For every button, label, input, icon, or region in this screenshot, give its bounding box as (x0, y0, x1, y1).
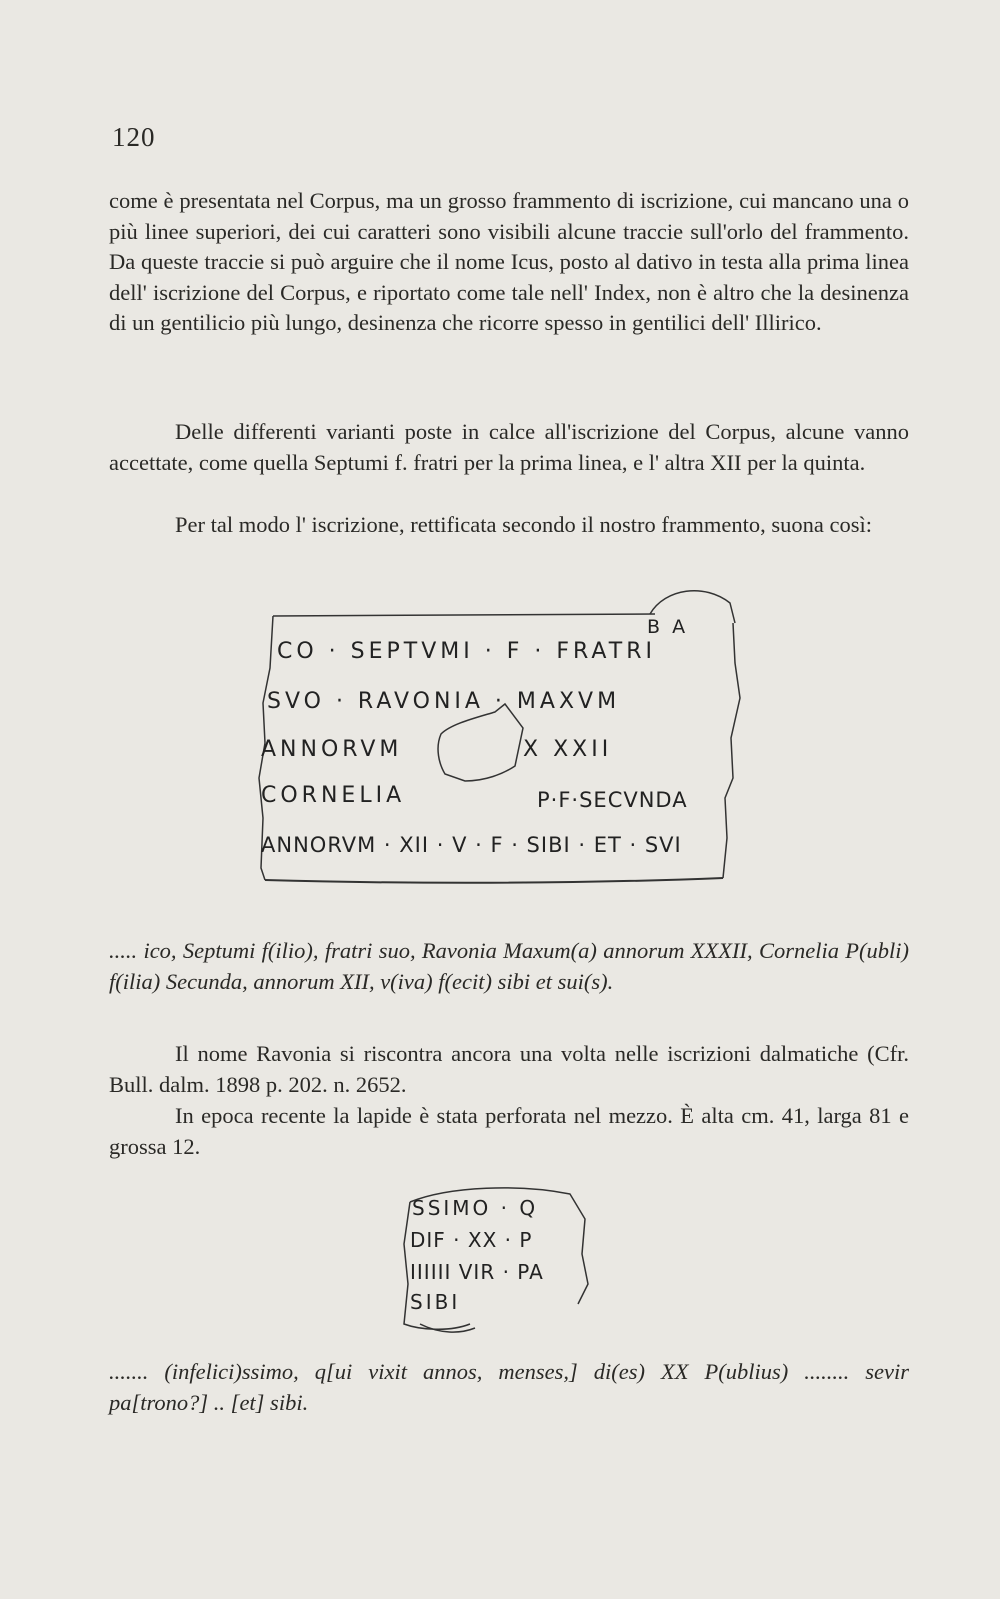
paragraph-4-text: Il nome Ravonia si riscontra ancora una volta nelle iscrizioni dalmatiche (Cfr. Bull. dalm. 1898 p. 202. n. 2652. (109, 1041, 909, 1097)
inscription-2-line-3: IIIIII VIR · PA (410, 1260, 544, 1284)
paragraph-2 (109, 417, 909, 478)
paragraph-1-text: come è presentata nel Corpus, ma un grosso frammento di iscrizione, cui mancano una o più linee superiori, dei cui caratteri sono visibili alcune traccie sull'orlo del frammento. Da queste traccie si può arguire che il nome Icus, posto al dativo in testa alla prima linea dell' iscrizione del Corpus, e riportato come tale nell' Index, non è altro che la desinenza di un gentilicio più lungo, desinenza che ricorre spesso in gentilici dell' Illirico. (109, 188, 909, 335)
paragraph-5 (109, 1101, 909, 1162)
inscription-2-line-1: SSIMO · Q (412, 1196, 539, 1220)
paragraph-4 (109, 1039, 909, 1100)
inscription-1-line-5: ANNORVM · XII · V · F · SIBI · ET · SVI (261, 833, 682, 857)
translation-2 (109, 1356, 909, 1418)
inscription-1-top-trace: B A (647, 616, 689, 638)
inscription-1-line-3a: ANNORVM (261, 737, 403, 762)
paragraph-1 (109, 186, 909, 339)
translation-2-text: ....... (infelici)ssimo, q[ui vixit annos, menses,] di(es) XX P(ublius) ........ sevir pa[trono?] .. [et] sibi. (109, 1359, 909, 1415)
paragraph-3 (109, 510, 909, 541)
inscription-1-line-2: SVO · RAVONIA · MAXVM (267, 689, 621, 714)
translation-1 (109, 935, 909, 997)
inscription-fragment-2 (400, 1184, 600, 1354)
translation-1-text: ..... ico, Septumi f(ilio), fratri suo, Ravonia Maxum(a) annorum XXXII, Cornelia P(ubli) f(ilia) Secunda, annorum XII, v(iva) f(ecit) sibi et sui(s). (109, 938, 909, 994)
inscription-1-line-1: CO · SEPTVMI · F · FRATRI (277, 639, 656, 664)
inscription-fragment-1 (255, 578, 755, 908)
paragraph-3-text: Per tal modo l' iscrizione, rettificata secondo il nostro frammento, suona così: (175, 512, 872, 537)
inscription-2-line-4: SIBI (410, 1290, 461, 1314)
inscription-1-line-3b: X XXII (523, 737, 613, 762)
paragraph-2-text: Delle differenti varianti poste in calce all'iscrizione del Corpus, alcune vanno accettate, come quella Septumi f. fratri per la prima linea, e l' altra XII per la quinta. (109, 419, 909, 475)
inscription-1-line-4b: P·F·SECVNDA (537, 788, 688, 812)
inscription-1-line-4a: CORNELIA (261, 783, 406, 808)
paragraph-5-text: In epoca recente la lapide è stata perforata nel mezzo. È alta cm. 41, larga 81 e grossa 12. (109, 1103, 909, 1159)
page-number: 120 (112, 122, 156, 152)
inscription-2-line-2: DIF · XX · P (410, 1228, 533, 1252)
